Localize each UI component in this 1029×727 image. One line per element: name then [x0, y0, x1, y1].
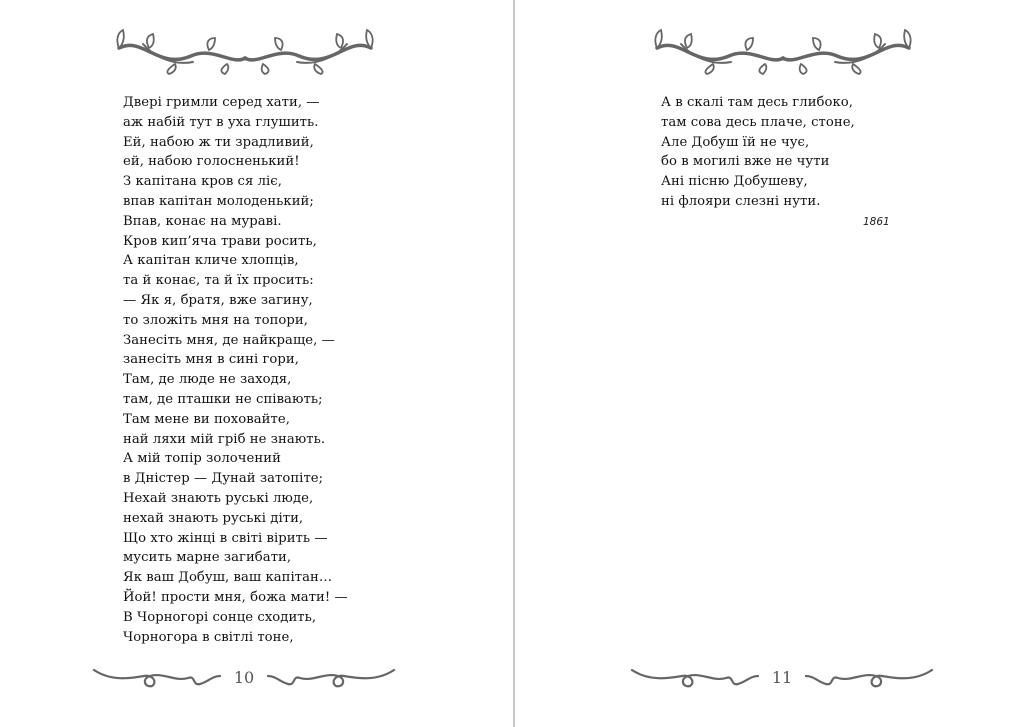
poem-line: Чорногора в світлі тоне,	[123, 629, 294, 645]
left-page	[0, 0, 514, 727]
right-page	[515, 0, 1029, 727]
poem-line: та й конає, та й їх просить:	[123, 273, 314, 289]
page-number: 10	[233, 668, 255, 687]
poem-line: нехай знають руські діти,	[123, 510, 304, 526]
poem-line: в Дністер — Дунай затопіте;	[123, 471, 324, 487]
poem-line: Нехай знають руські люде,	[123, 490, 314, 506]
poem-line: ні флояри слезні нути.	[661, 193, 821, 209]
vine-ornament-icon	[651, 26, 915, 78]
poem-line: — Як я, братя, вже загину,	[123, 292, 313, 308]
poem-line: А мій топір золочений	[123, 451, 281, 467]
page-footer	[92, 662, 396, 692]
poem-line: ей, набою голосненький!	[123, 154, 300, 170]
poem-line: Йой! прости мня, божа мати! —	[123, 589, 348, 605]
poem-line: аж набій тут в уха глушить.	[123, 114, 319, 130]
poem-line: Ані пісню Добушеву,	[661, 174, 808, 190]
poem-line: там, де пташки не співають;	[123, 391, 323, 407]
poem-line: Що хто жінці в світі вірить —	[123, 530, 328, 546]
poem-line: А в скалі там десь глибоко,	[661, 95, 854, 110]
poem-line: Але Добуш їй не чує,	[661, 134, 810, 150]
poem-line: Там, де люде не заходя,	[123, 372, 292, 388]
poem-line: впав капітан молоденький;	[123, 193, 314, 209]
poem-line: Занесіть мня, де найкраще, —	[123, 332, 335, 348]
page-number: 11	[771, 668, 793, 687]
poem-line: Ей, набою ж ти зрадливий,	[123, 134, 314, 150]
poem-line: най ляхи мій гріб не знають.	[123, 431, 326, 447]
vine-ornament-icon	[113, 26, 377, 78]
poem-line: В Чорногорі сонце сходить,	[123, 609, 317, 625]
poem-line: Кров кип’яча трави росить,	[123, 233, 317, 249]
poem-line: Впав, конає на мураві.	[123, 213, 282, 229]
poem-date: 1861	[863, 216, 890, 228]
poem-line: бо в могилі вже не чути	[661, 154, 830, 170]
poem-line: З капітана кров ся ліє,	[123, 174, 282, 190]
poem-line: занесіть мня в сині гори,	[123, 352, 299, 368]
poem-line: Як ваш Добуш, ваш капітан…	[123, 570, 333, 586]
page-footer	[630, 662, 934, 692]
poem-line: А капітан кличе хлопців,	[123, 253, 299, 269]
poem-stanza	[661, 93, 855, 212]
poem-line: Там мене ви поховайте,	[123, 411, 290, 427]
poem-line: Двері гримли серед хати, —	[123, 95, 320, 110]
poem-stanza	[123, 93, 348, 647]
poem-line: мусить марне загибати,	[123, 550, 292, 566]
poem-line: там сова десь плаче, стоне,	[661, 114, 855, 130]
poem-line: то зложіть мня на топори,	[123, 312, 308, 328]
